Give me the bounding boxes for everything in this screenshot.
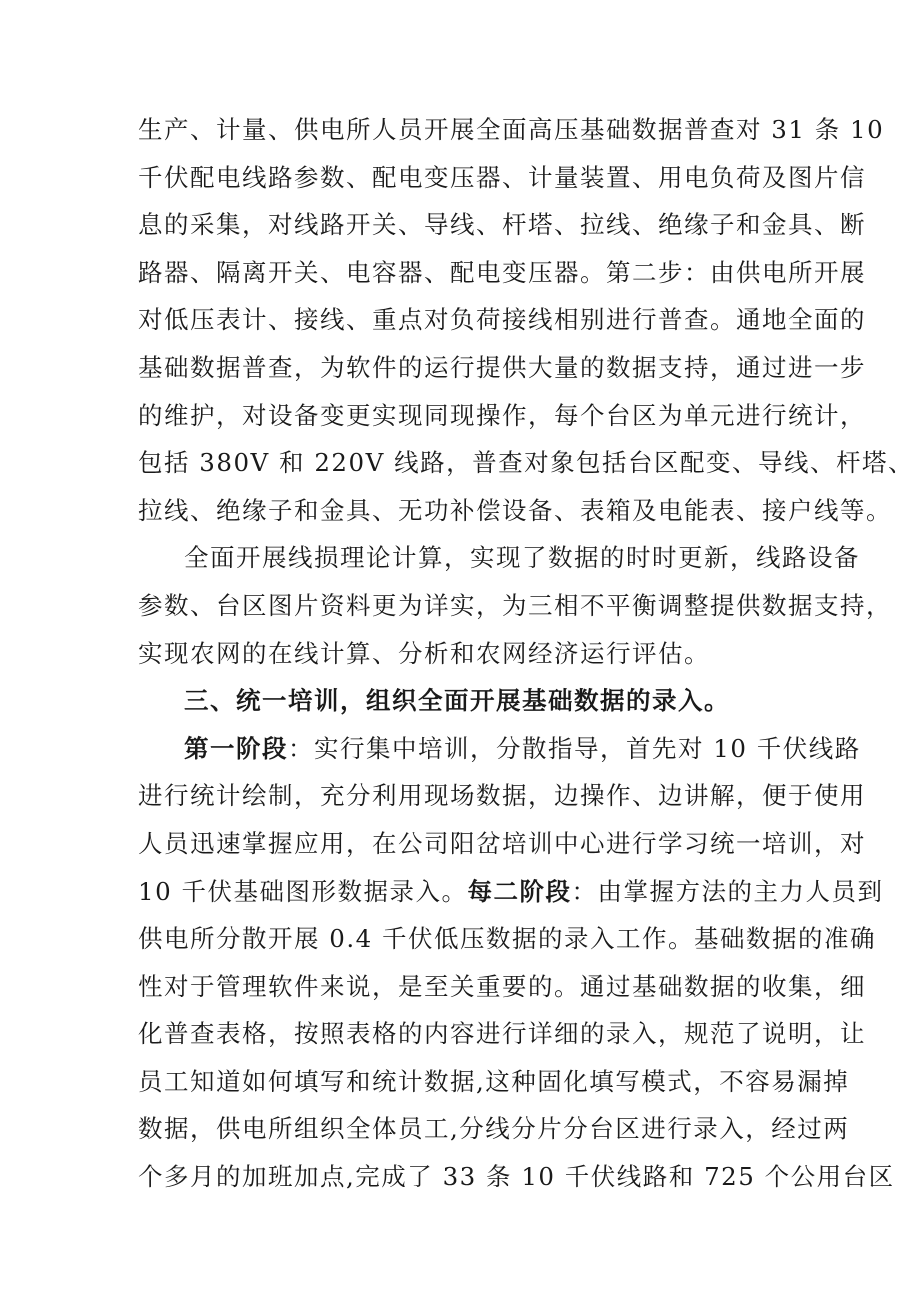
text-line: 供电所分散开展 0.4 千伏低压数据的录入工作。基础数据的准确: [138, 924, 877, 954]
text-line: 千伏配电线路参数、配电变压器、计量装置、用电负荷及图片信: [138, 162, 866, 192]
text-line: 的维护，对设备变更实现同现操作，每个台区为单元进行统计，: [138, 400, 866, 430]
stage-two-label: 每二阶段: [467, 876, 572, 906]
body-text: [138, 106, 915, 1201]
paragraph-line-loss: [138, 534, 892, 677]
text-line: [138, 725, 861, 773]
text-run: ：由掌握方法的主力人员到: [571, 876, 884, 906]
text-line: 全面开展线损理论计算，实现了数据的时时更新，线路设备: [184, 543, 860, 573]
text-line: 实现农网的在线计算、分析和农网经济运行评估。: [138, 638, 710, 668]
text-line: 息的采集，对线路开关、导线、杆塔、拉线、绝缘子和金具、断: [138, 210, 866, 240]
paragraph-data-survey: [138, 106, 915, 534]
text-line: 进行统计绘制，充分利用现场数据，边操作、边讲解，便于使用: [138, 781, 866, 811]
text-line: 生产、计量、供电所人员开展全面高压基础数据普查对 31 条 10: [138, 115, 885, 144]
text-line: [138, 868, 884, 916]
text-line: 基础数据普查，为软件的运行提供大量的数据支持，通过进一步: [138, 352, 866, 382]
text-line: 拉线、绝缘子和金具、无功补偿设备、表箱及电能表、接户线等。: [138, 495, 892, 525]
text-line: 员工知道如何填写和统计数据,这种固化填写模式，不容易漏掉: [138, 1066, 850, 1096]
paragraph-training-stages: [138, 725, 895, 1201]
text-line: 人员迅速掌握应用，在公司阳岔培训中心进行学习统一培训，对: [138, 828, 866, 858]
text-run: 10 千伏基础图形数据录入。: [138, 876, 468, 906]
text-line: 化普查表格，按照表格的内容进行详细的录入，规范了说明，让: [138, 1019, 866, 1049]
text-run: ：实行集中培训，分散指导，首先对 10 千伏线路: [288, 733, 861, 763]
text-line: 对低压表计、接线、重点对负荷接线相别进行普查。通地全面的: [138, 305, 866, 335]
text-line: 参数、台区图片资料更为详实，为三相不平衡调整提供数据支持，: [138, 590, 892, 620]
text-line: 性对于管理软件来说，是至关重要的。通过基础数据的收集，细: [138, 971, 866, 1001]
text-line: 路器、隔离开关、电容器、配电变压器。第二步：由供电所开展: [138, 257, 866, 287]
section-heading: 三、统一培训，组织全面开展基础数据的录入。: [184, 686, 730, 716]
text-line: 个多月的加班加点,完成了 33 条 10 千伏线路和 725 个公用台区: [138, 1162, 895, 1192]
text-line: 包括 380V 和 220V 线路，普查对象包括台区配变、导线、杆塔、: [138, 448, 915, 478]
stage-one-label: 第一阶段: [184, 733, 288, 763]
text-line: 数据，供电所组织全体员工,分线分片分台区进行录入，经过两: [138, 1114, 850, 1144]
